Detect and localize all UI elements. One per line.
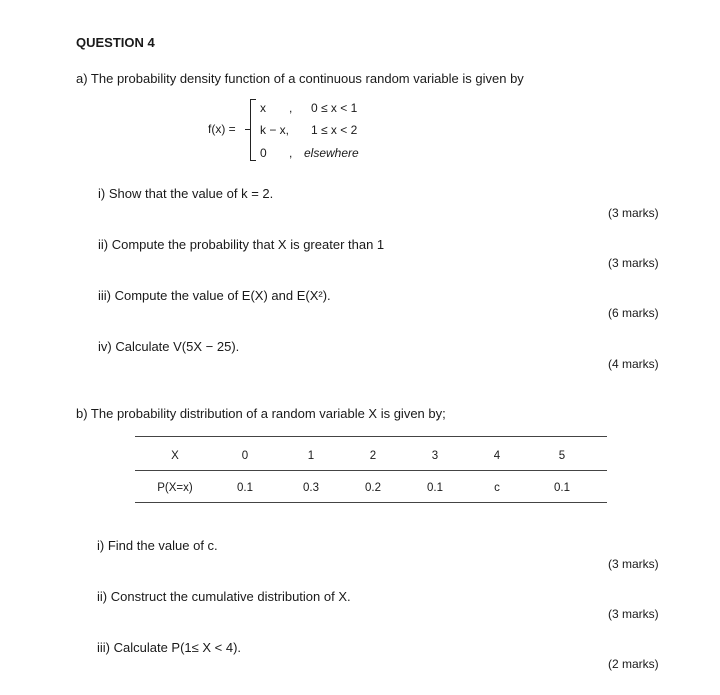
table-header-cell: 0 xyxy=(241,450,249,462)
part-b-item-3: iii) Calculate P(1≤ X < 4). xyxy=(97,640,242,655)
case-2-expr: k − x, xyxy=(260,123,290,137)
part-a-item-1: i) Show that the value of k = 2. xyxy=(98,186,274,201)
table-row-cell: 0.3 xyxy=(303,482,319,494)
table-header-cell: X xyxy=(171,450,179,462)
case-3-expr: 0 xyxy=(260,146,267,160)
brace xyxy=(250,99,258,161)
table-row-cell: 0.1 xyxy=(237,482,253,494)
case-2-cond: 1 ≤ x < 2 xyxy=(311,123,358,137)
table-row-cell: 0.1 xyxy=(427,482,443,494)
table-header-cell: 3 xyxy=(431,450,439,462)
part-a-item-4: iv) Calculate V(5X − 25). xyxy=(98,339,240,354)
case-1-sep: , xyxy=(289,101,293,115)
part-a-item-3-marks: (6 marks) xyxy=(608,306,659,320)
part-b-item-2-marks: (3 marks) xyxy=(608,607,659,621)
case-3-cond: elsewhere xyxy=(304,146,359,160)
table-mid-rule xyxy=(135,470,607,471)
function-lhs: f(x) = xyxy=(208,122,236,136)
part-a-item-2: ii) Compute the probability that X is greater than 1 xyxy=(98,237,385,252)
case-1-cond: 0 ≤ x < 1 xyxy=(311,101,358,115)
table-row-cell: c xyxy=(494,482,500,494)
table-header-cell: 1 xyxy=(307,450,315,462)
part-a-item-1-marks: (3 marks) xyxy=(608,206,659,220)
table-bottom-rule xyxy=(135,502,607,503)
table-row-cell: 0.2 xyxy=(365,482,381,494)
table-top-rule xyxy=(135,436,607,437)
table-row-cell: 0.1 xyxy=(554,482,570,494)
part-b-item-1: i) Find the value of c. xyxy=(97,538,218,553)
part-b-item-3-marks: (2 marks) xyxy=(608,657,659,671)
part-a-item-2-marks: (3 marks) xyxy=(608,256,659,270)
part-b-item-2: ii) Construct the cumulative distribution of X. xyxy=(97,589,351,604)
table-header-cell: 2 xyxy=(369,450,377,462)
table-row-cell: P(X=x) xyxy=(157,482,193,494)
part-a-item-3: iii) Compute the value of E(X) and E(X²). xyxy=(98,288,331,303)
table-header-cell: 5 xyxy=(558,450,566,462)
table-header-cell: 4 xyxy=(493,450,501,462)
case-1-expr: x xyxy=(260,101,266,115)
part-b-item-1-marks: (3 marks) xyxy=(608,557,659,571)
question-title: QUESTION 4 xyxy=(76,35,155,50)
case-3-sep: , xyxy=(289,146,293,160)
part-a-intro: a) The probability density function of a continuous random variable is given by xyxy=(76,71,524,86)
part-b-intro: b) The probability distribution of a random variable X is given by; xyxy=(76,406,446,421)
part-a-item-4-marks: (4 marks) xyxy=(608,357,659,371)
